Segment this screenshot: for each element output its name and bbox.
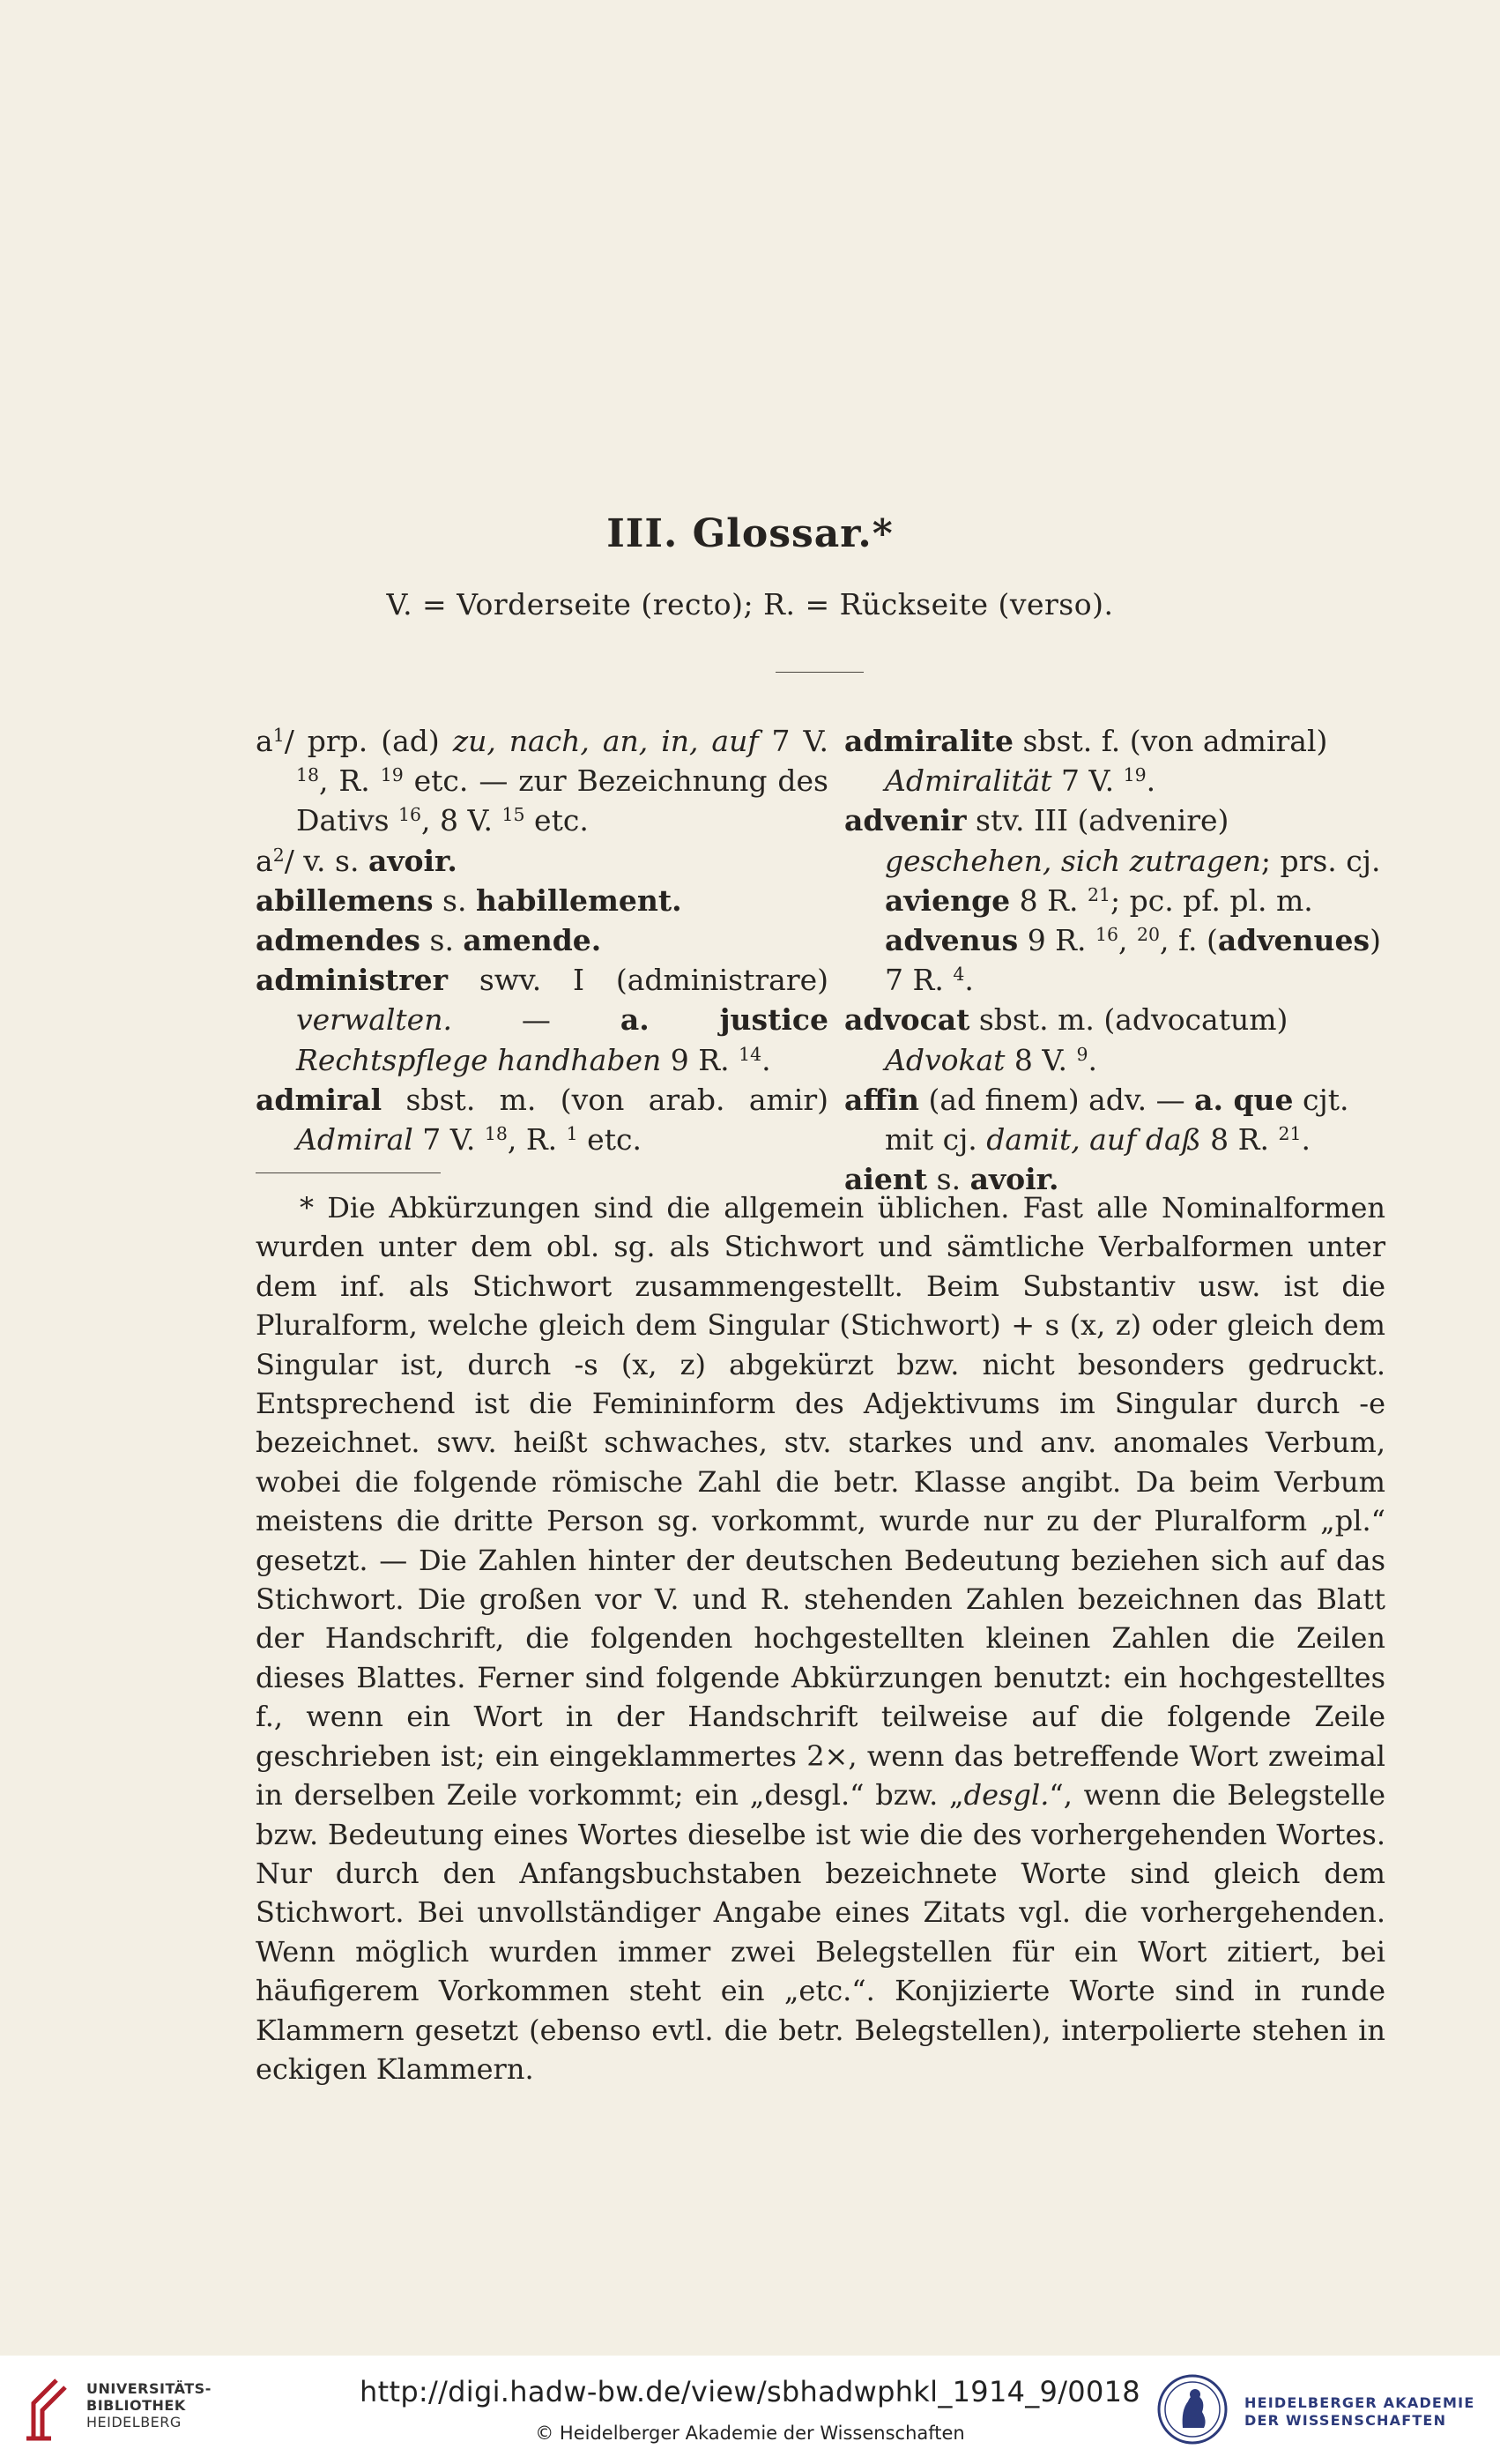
copyright-notice: © Heidelberger Akademie der Wissenschaften [535,2423,965,2444]
academy-seal-icon [1156,2371,1229,2447]
glossary-entry: $a^1/$ prp. (ad) zu, nach, an, in, auf 7 V. $^{18}$, R. $^{19}$ etc. — zur Bezeichnung des Dativs $^{16}$, 8 V. $^{15}$ etc. [256,724,828,838]
glossary-entry: advocat sbst. m. (advocatum) Advokat 8 V. $^9$. [844,1002,1288,1077]
title-divider [776,672,864,673]
glossary-entry: advenir stv. III (advenire) geschehen, sich zutragen; prs. cj. avienge 8 R. $^{21}$; pc. pf. pl. m. advenus 9 R. $^{16}$, $^{20}$, f. (advenues) 7 R. $^4$. [844,803,1381,998]
footnote-divider [256,1172,441,1173]
library-name-line: HEIDELBERG [86,2414,182,2431]
glossary-entry: aient s. avoir. [844,1162,1059,1197]
library-name-line: UNIVERSITÄTS- [86,2380,212,2397]
glossary-entry: administrer swv. I (administrare) verwalten. — a. justice Rechtspflege handhaben 9 R. $^{14}$. [256,963,828,1077]
glossary-entry: admendes s. amende. [256,923,602,958]
academy-name [1244,2394,1474,2430]
viewer-footer [0,2356,1500,2464]
page-title: III. Glossar.* [606,511,894,556]
glossary-entry: affin (ad finem) adv. — a. que cjt. mit cj. damit, auf daß 8 R. $^{21}$. [844,1082,1349,1158]
page-subtitle: V. = Vorderseite (recto); R. = Rückseite (verso). [386,587,1114,622]
glossary-column-right [844,721,1392,1199]
academy-name-line: DER WISSENSCHAFTEN [1244,2412,1447,2429]
glossary-column-left [256,721,828,1159]
library-name-line: BIBLIOTHEK [86,2397,186,2414]
footnote [256,1188,1385,2088]
academy-name-line: HEIDELBERGER AKADEMIE [1244,2394,1475,2411]
glossary-entry: admiral sbst. m. (von arab. amir) Admiral 7 V. $^{18}$, R. $^1$ etc. [256,1082,828,1158]
permalink-url[interactable]: http://digi.hadw-bw.de/view/sbhadwphkl_1914_9/0018 [360,2375,1140,2408]
footnote-text: * Die Abkürzungen sind die allgemein üblichen. Fast alle Nominalformen wurden unter dem obl. sg. als Stichwort und sämtliche Verbalformen unter dem inf. als Stichwort zusammengestellt. Beim Substantiv usw. ist die Pluralform, welche gleich dem Singular (Stichwort) + s (x, z) oder gleich dem Singular ist, durch -s (x, z) abgekürzt bzw. nicht besonders gedruckt. Entsprechend ist die Femininform des Adjektivums im Singular durch -e bezeichnet. swv. heißt schwaches, stv. starkes und anv. anomales Verbum, wobei die folgende römische Zahl die betr. Klasse angibt. Da beim Verbum meistens die dritte Person sg. vorkommt, wurde nur zu der Pluralform „pl.“ gesetzt. — Die Zahlen hinter der deutschen Bedeutung beziehen sich auf das Stichwort. Die großen vor V. und R. stehenden Zahlen bezeichnen das Blatt der Handschrift, die folgenden hochgestellten kleinen Zahlen die Zeilen dieses Blattes. Ferner sind folgende Abkürzungen benutzt: ein hochgestelltes f., wenn ein Wort in der Handschrift teilweise auf die folgende Zeile geschrieben ist; ein eingeklammertes 2×, wenn das betreffende Wort zweimal in derselben Zeile vorkommt; ein „desgl.“ bzw. „desgl.“, wenn die Belegstelle bzw. Bedeutung eines Wortes dieselbe ist wie die des vorhergehenden Wortes. Nur durch den Anfangsbuchstaben bezeichnete Worte sind gleich dem Stichwort. Bei unvollständiger Angabe eines Zitats vgl. die vorhergehenden. Wenn möglich wurden immer zwei Belegstellen für ein Wort zitiert, bei häufigerem Vorkommen steht ein „etc.“. Konjizierte Worte sind in runde Klammern gesetzt (ebenso evtl. die betr. Belegstellen), interpolierte stehen in eckigen Klammern. [256,1191,1386,2086]
glossary-entry: admiralite sbst. f. (von admiral) Admiralität 7 V. $^{19}$. [844,724,1328,799]
glossary-entry: abillemens s. habillement. [256,882,682,918]
glossary-entry: $a^2/$ v. s. avoir. [256,843,457,878]
